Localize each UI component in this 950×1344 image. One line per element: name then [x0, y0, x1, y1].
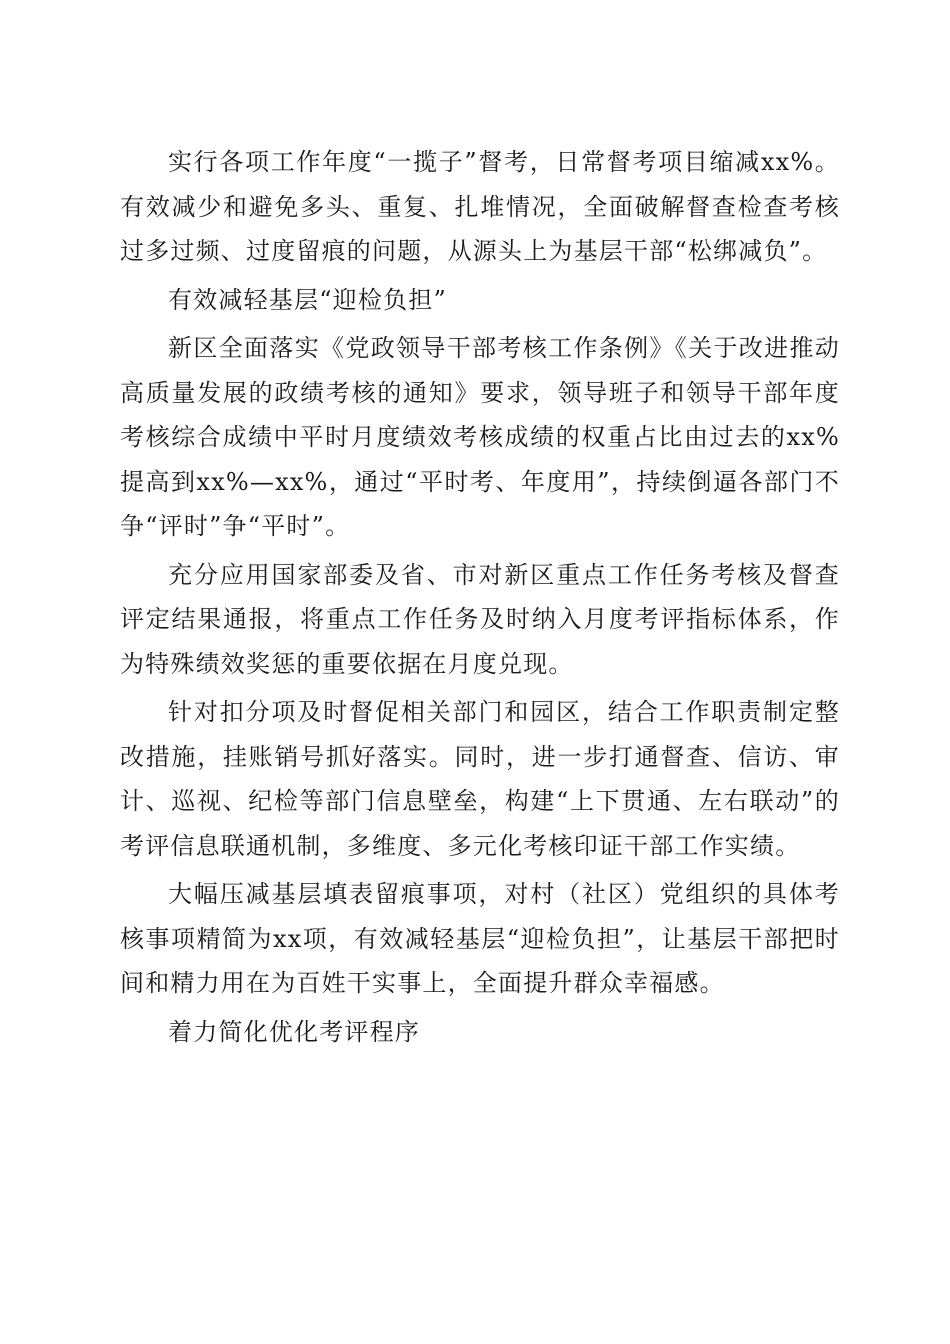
section-heading-1: 有效减轻基层“迎检负担”	[168, 285, 447, 314]
paragraph-1: 实行各项工作年度“一揽子”督考，日常督考项目缩减xx%。有效减少和避免多头、重复、扎堆情况，全面破解督查检查考核过多过频、过度留痕的问题，从源头上为基层干部“松绑减负”。	[120, 148, 840, 265]
paragraph-2: 新区全面落实《党政领导干部考核工作条例》《关于改进推动高质量发展的政绩考核的通知》要求，领导班子和领导干部年度考核综合成绩中平时月度绩效考核成绩的权重占比由过去的xx%提高到xx%—xx%，通过“平时考、年度用”，持续倒逼各部门不争“评时”争“平时”。	[120, 334, 840, 540]
section-heading-2: 着力简化优化考评程序	[168, 1017, 420, 1046]
document-body	[120, 140, 840, 1058]
paragraph-5: 大幅压减基层填表留痕事项，对村（社区）党组织的具体考核事项精简为xx项，有效减轻基层“迎检负担”，让基层干部把时间和精力用在为百姓干实事上，全面提升群众幸福感。	[120, 880, 840, 997]
paragraph-3: 充分应用国家部委及省、市对新区重点工作任务考核及督查评定结果通报，将重点工作任务及时纳入月度考评指标体系，作为特殊绩效奖惩的重要依据在月度兑现。	[120, 560, 840, 678]
paragraph-4: 针对扣分项及时督促相关部门和园区，结合工作职责制定整改措施，挂账销号抓好落实。同时，进一步打通督查、信访、审计、巡视、纪检等部门信息壁垒，构建“上下贯通、左右联动”的考评信息联通机制，多维度、多元化考核印证干部工作实绩。	[120, 698, 840, 860]
